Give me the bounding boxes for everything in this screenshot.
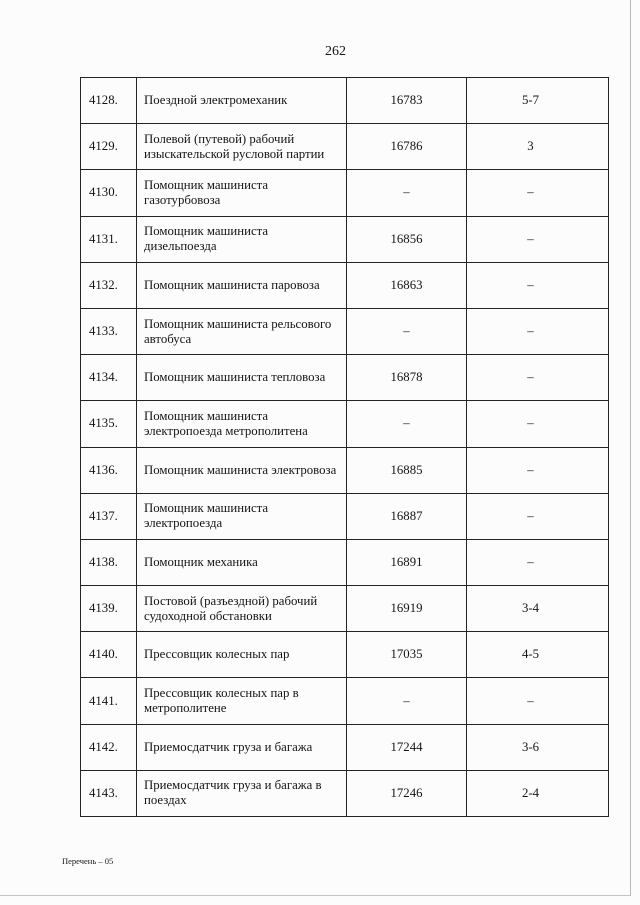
profession-name-line: Помощник машиниста тепловоза <box>144 370 326 385</box>
profession-name-line: автобуса <box>144 331 192 346</box>
profession-name-line: электропоезда метрополитена <box>144 423 308 438</box>
category-range-cell: 3-6 <box>467 724 609 770</box>
profession-name-cell <box>137 355 347 401</box>
item-number-cell: 4131. <box>81 216 137 262</box>
profession-name-line: Прессовщик колесных пар <box>144 647 290 662</box>
profession-name-line: Помощник машиниста <box>144 408 269 423</box>
profession-code-cell: – <box>347 401 467 447</box>
category-range-cell: – <box>467 447 609 493</box>
profession-code-cell: – <box>347 170 467 216</box>
profession-name-line: электропоезда <box>144 516 223 531</box>
item-number-cell: 4137. <box>81 493 137 539</box>
page-number: 262 <box>325 44 346 59</box>
profession-name-line: Помощник машиниста рельсового <box>144 316 332 331</box>
table-row <box>81 678 609 724</box>
category-range-cell: – <box>467 678 609 724</box>
table-body <box>81 78 609 817</box>
profession-code-cell: 17246 <box>347 770 467 816</box>
profession-name-cell <box>137 447 347 493</box>
table-row <box>81 78 609 124</box>
profession-code-cell: – <box>347 678 467 724</box>
profession-name-cell <box>137 308 347 354</box>
table-row <box>81 632 609 678</box>
profession-name-cell <box>137 170 347 216</box>
item-number-cell: 4132. <box>81 262 137 308</box>
profession-name-line: метрополитене <box>144 701 227 716</box>
profession-name-line: Поездной электромеханик <box>144 93 288 108</box>
profession-name-line: Помощник машиниста паровоза <box>144 277 320 292</box>
profession-name-line: Помощник машиниста <box>144 501 269 516</box>
category-range-cell: – <box>467 401 609 447</box>
profession-name-cell <box>137 216 347 262</box>
profession-name-line: судоходной обстановки <box>144 608 272 623</box>
profession-code-cell: 16878 <box>347 355 467 401</box>
profession-name-line: Приемосдатчик груза и багажа в <box>144 778 322 793</box>
profession-code-cell: 17035 <box>347 632 467 678</box>
table-row <box>81 770 609 816</box>
profession-name-cell <box>137 124 347 170</box>
item-number-cell: 4129. <box>81 124 137 170</box>
profession-name-line: Прессовщик колесных пар в <box>144 686 299 701</box>
table-row <box>81 401 609 447</box>
category-range-cell: – <box>467 308 609 354</box>
category-range-cell: – <box>467 493 609 539</box>
table-row <box>81 493 609 539</box>
profession-code-cell: 16783 <box>347 78 467 124</box>
profession-code-cell: 16863 <box>347 262 467 308</box>
table-row <box>81 308 609 354</box>
profession-name-cell <box>137 539 347 585</box>
profession-name-cell <box>137 678 347 724</box>
item-number-cell: 4130. <box>81 170 137 216</box>
profession-code-cell: 17244 <box>347 724 467 770</box>
profession-name-line: изыскательской русловой партии <box>144 146 325 161</box>
item-number-cell: 4142. <box>81 724 137 770</box>
item-number-cell: 4136. <box>81 447 137 493</box>
profession-name-cell <box>137 770 347 816</box>
profession-name-cell <box>137 724 347 770</box>
table-row <box>81 724 609 770</box>
item-number-cell: 4135. <box>81 401 137 447</box>
profession-code-cell: – <box>347 308 467 354</box>
profession-code-cell: 16891 <box>347 539 467 585</box>
profession-name-cell <box>137 586 347 632</box>
item-number-cell: 4128. <box>81 78 137 124</box>
item-number-cell: 4133. <box>81 308 137 354</box>
category-range-cell: – <box>467 355 609 401</box>
table-row <box>81 447 609 493</box>
profession-name-cell <box>137 493 347 539</box>
item-number-cell: 4134. <box>81 355 137 401</box>
table-row <box>81 170 609 216</box>
profession-code-cell: 16919 <box>347 586 467 632</box>
profession-name-line: Помощник машиниста электровоза <box>144 462 337 477</box>
footer-label: Перечень – 05 <box>62 856 114 866</box>
profession-name-line: Полевой (путевой) рабочий <box>144 131 295 146</box>
table-row <box>81 355 609 401</box>
profession-name-cell <box>137 401 347 447</box>
category-range-cell: 5-7 <box>467 78 609 124</box>
item-number-cell: 4143. <box>81 770 137 816</box>
profession-name-line: Помощник механика <box>144 554 258 569</box>
profession-code-cell: 16887 <box>347 493 467 539</box>
table-row <box>81 539 609 585</box>
category-range-cell: 2-4 <box>467 770 609 816</box>
professions-table <box>80 77 609 817</box>
category-range-cell: 3 <box>467 124 609 170</box>
profession-code-cell: 16856 <box>347 216 467 262</box>
category-range-cell: 4-5 <box>467 632 609 678</box>
table-row <box>81 586 609 632</box>
table-row <box>81 216 609 262</box>
category-range-cell: – <box>467 262 609 308</box>
item-number-cell: 4138. <box>81 539 137 585</box>
category-range-cell: – <box>467 170 609 216</box>
category-range-cell: – <box>467 216 609 262</box>
category-range-cell: 3-4 <box>467 586 609 632</box>
table-row <box>81 262 609 308</box>
item-number-cell: 4140. <box>81 632 137 678</box>
profession-name-cell <box>137 632 347 678</box>
item-number-cell: 4139. <box>81 586 137 632</box>
profession-name-cell <box>137 78 347 124</box>
profession-code-cell: 16786 <box>347 124 467 170</box>
profession-name-line: Помощник машиниста <box>144 177 269 192</box>
profession-name-cell <box>137 262 347 308</box>
profession-name-line: Помощник машиниста <box>144 224 269 239</box>
table-row <box>81 124 609 170</box>
profession-name-line: Приемосдатчик груза и багажа <box>144 739 313 754</box>
item-number-cell: 4141. <box>81 678 137 724</box>
category-range-cell: – <box>467 539 609 585</box>
profession-name-line: поездах <box>144 793 187 808</box>
profession-name-line: дизельпоезда <box>144 239 217 254</box>
profession-code-cell: 16885 <box>347 447 467 493</box>
profession-name-line: газотурбовоза <box>144 192 221 207</box>
profession-name-line: Постовой (разъездной) рабочий <box>144 593 318 608</box>
